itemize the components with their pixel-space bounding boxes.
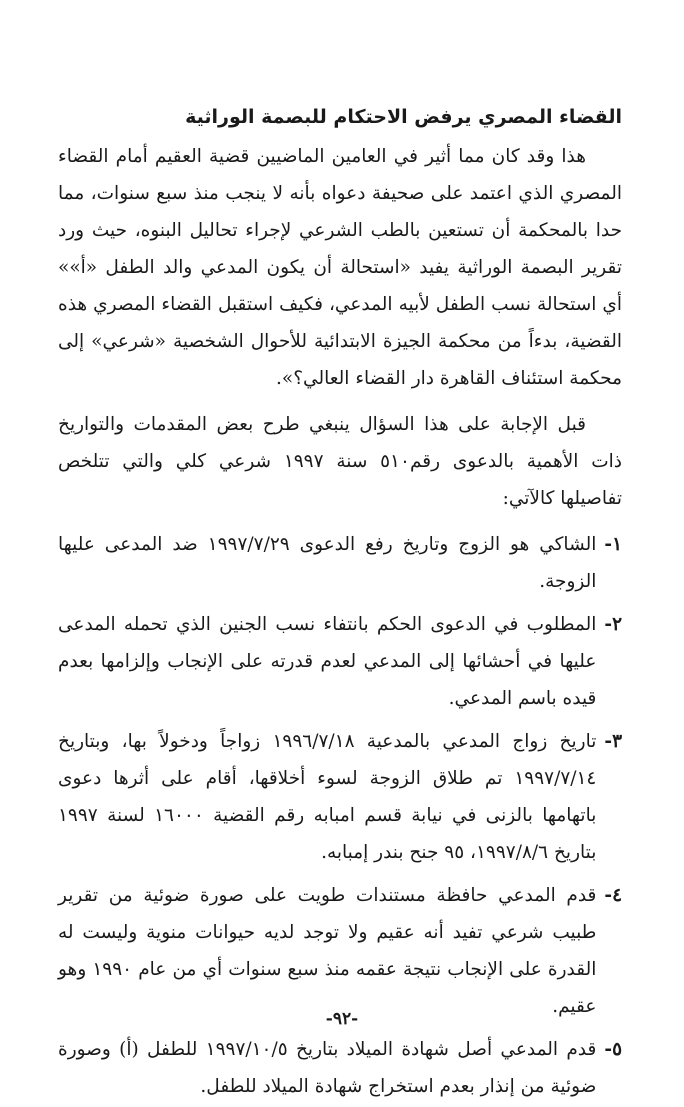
page-number: -٩٢- xyxy=(325,1009,359,1029)
list-item xyxy=(58,877,622,1025)
paragraph-preface: قبل الإجابة على هذا السؤال ينبغي طرح بعض المقدمات والتواريخ ذات الأهمية بالدعوى رقم٥١٠ سنة ١٩٩٧ شرعي كلي والتي تتلخص تفاصيلها كالآتي: xyxy=(58,414,623,509)
list-item-number: ٢- xyxy=(604,614,622,635)
list-item-text: الشاكي هو الزوج وتاريخ رفع الدعوى ١٩٩٧/٧/٢٩ ضد المدعى عليها الزوجة. xyxy=(58,534,597,592)
list-item-text: قدم المدعي حافظة مستندات طويت على صورة ضوئية من تقرير طبيب شرعي تفيد أنه عقيم ولا توجد لديه حيوانات منوية وليست له القدرة على الإنجاب نتيجة عقمه منذ سبع سنوات أي من عام ١٩٩٠ وهو عقيم. xyxy=(58,885,597,1017)
list-item-number: ١- xyxy=(604,534,622,555)
list-item-number: ٥- xyxy=(604,1039,622,1060)
paragraph-intro: هذا وقد كان مما أثير في العامين الماضيين قضية العقيم أمام القضاء المصري الذي اعتمد على صحيفة دعواه بأنه لا ينجب منذ سبع سنوات، مما حدا بالمحكمة أن تستعين بالطب الشرعي لإجراء تحاليل البنوه، حيث ورد تقرير البصمة الوراثية يفيد «استحالة أن يكون المدعي والد الطفل «أ»» أي استحالة نسب الطفل لأبيه المدعي، فكيف استقبل القضاء المصري هذه القضية، بدءاً من محكمة الجيزة الابتدائية للأحوال الشخصية «شرعي» إلى محكمة استئناف القاهرة دار القضاء العالي؟». xyxy=(58,146,622,389)
list-item-text: المطلوب في الدعوى الحكم بانتفاء نسب الجنين الذي تحمله المدعى عليها في أحشائها إلى المدعي لعدم قدرته على الإنجاب وإلزامها بعدم قيده باسم المدعي. xyxy=(58,614,597,709)
list-item xyxy=(58,606,622,717)
list-item-number: ٣- xyxy=(604,731,622,752)
section-heading: القضاء المصري يرفض الاحتكام للبصمة الوراثية xyxy=(185,106,622,128)
list-item xyxy=(58,723,622,871)
list-item-number: ٤- xyxy=(604,885,622,906)
list-item-text: تاريخ زواج المدعي بالمدعية ١٩٩٦/٧/١٨ زواجاً ودخولاً بها، وبتاريخ ١٩٩٧/٧/١٤ تم طلاق الزوجة لسوء أخلاقها، أقام على أثرها دعوى باتهامها بالزنى في نيابة قسم امبابه رقم القضية ١٦٠٠٠ لسنة ١٩٩٧ بتاريخ ١٩٩٧/٨/٦، ٩٥ جنح بندر إمبابه. xyxy=(58,731,597,863)
list-item xyxy=(58,526,622,600)
list-item xyxy=(58,1031,622,1105)
list-item-text: قدم المدعي أصل شهادة الميلاد بتاريخ ١٩٩٧/١٠/٥ للطفل (أ) وصورة ضوئية من إنذار بعدم استخراج شهادة الميلاد للطفل. xyxy=(58,1039,597,1097)
